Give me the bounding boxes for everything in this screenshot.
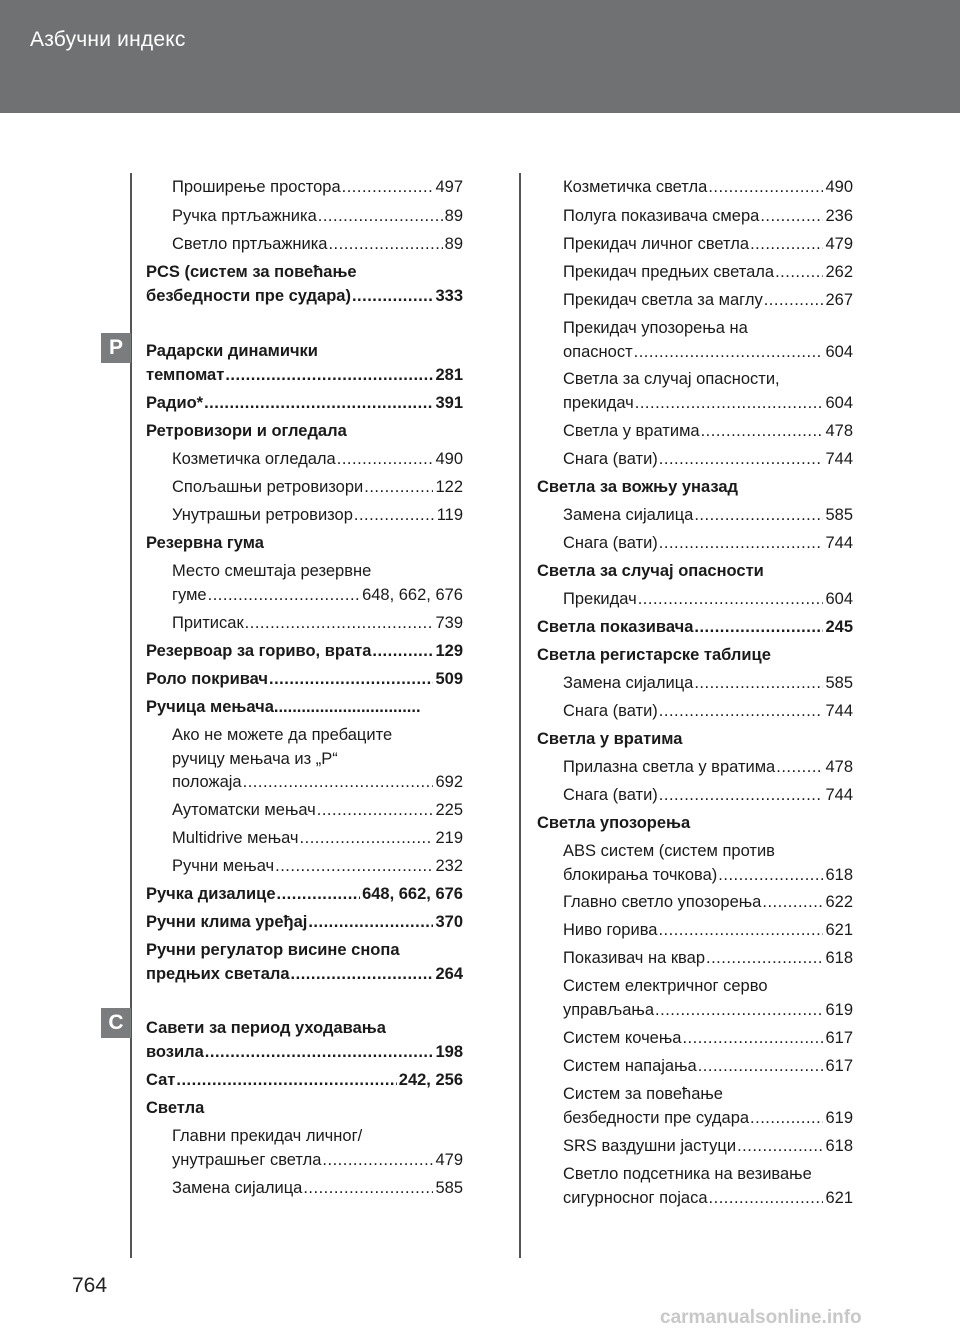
- page-number: 764: [72, 1274, 108, 1297]
- index-entry: Систем напајања ..... 617: [537, 1052, 853, 1080]
- index-entry: Замена сијалица ..... 585: [537, 669, 853, 697]
- index-entry: безбедности пре судара ..... 619: [537, 1104, 853, 1132]
- index-heading: Светла за вожњу уназад: [537, 478, 739, 496]
- index-entry: Сат ..... 242, 256: [146, 1066, 463, 1094]
- index-entry: Снага (вати) ..... 744: [537, 445, 853, 473]
- index-entry: гуме ..... 648, 662, 676: [146, 581, 463, 609]
- index-heading: Радарски динамички: [146, 342, 318, 360]
- index-entry: Козметичка светла ..... 490: [537, 173, 853, 201]
- index-entry: Прекидач светла за маглу ..... 267: [537, 286, 853, 314]
- index-entry: Светла у вратима ..... 478: [537, 417, 853, 445]
- index-entry: Главни прекидач личног/: [172, 1127, 363, 1145]
- index-heading: Ручица мењача................................: [146, 698, 421, 716]
- index-entry: Спољашњи ретровизори ..... 122: [146, 473, 463, 501]
- index-entry: Ручка пртљажника ..... 89: [146, 202, 463, 230]
- section-tab-p: P: [101, 333, 131, 363]
- index-entry: Снага (вати) ..... 744: [537, 781, 853, 809]
- index-entry: Главно светло упозорења ..... 622: [537, 888, 853, 916]
- index-entry: Ниво горива ..... 621: [537, 916, 853, 944]
- index-entry: Аутоматски мењач ..... 225: [146, 796, 463, 824]
- index-entry: Радио* ..... 391: [146, 389, 463, 417]
- index-entry: возила ..... 198: [146, 1038, 463, 1066]
- index-heading: Светла: [146, 1099, 205, 1117]
- index-entry: Замена сијалица ..... 585: [537, 501, 853, 529]
- index-entry: блокирања точкова) ..... 618: [537, 861, 853, 889]
- index-entry: Унутрашњи ретровизор ..... 119: [146, 501, 463, 529]
- index-heading: Ретровизори и огледала: [146, 422, 347, 440]
- index-entry: Светла за случај опасности,: [563, 370, 780, 388]
- index-entry: ручицу мењача из „P“: [172, 750, 338, 768]
- index-heading: Резервна гума: [146, 534, 264, 552]
- index-entry: Светла показивача ..... 245: [537, 613, 853, 641]
- index-entry: предњих светала ..... 264: [146, 960, 463, 988]
- index-entry: Систем за повећање: [563, 1085, 723, 1103]
- index-heading: Светла регистарске таблице: [537, 646, 771, 664]
- index-heading: Светла упозорења: [537, 814, 691, 832]
- index-entry: Прекидач ..... 604: [537, 585, 853, 613]
- index-entry: ABS систем (систем против: [563, 842, 775, 860]
- page-title: Азбучни индекс: [30, 28, 186, 51]
- index-entry: Светло подсетника на везивање: [563, 1165, 812, 1183]
- index-entry: Систем електричног серво: [563, 977, 768, 995]
- index-entry: Ако не можете да пребаците: [172, 726, 393, 744]
- header-bar: [0, 0, 960, 113]
- index-heading: Светла у вратима: [537, 730, 683, 748]
- index-entry: Ручка дизалице ..... 648, 662, 676: [146, 880, 463, 908]
- index-entry: Козметичка огледала ..... 490: [146, 445, 463, 473]
- section-tab-c: C: [101, 1008, 131, 1038]
- index-entry: Проширење простора ..... 497: [146, 173, 463, 201]
- index-entry: Полуга показивача смера ..... 236: [537, 202, 853, 230]
- index-entry: Светло пртљажника ..... 89: [146, 230, 463, 258]
- index-entry: управљања ..... 619: [537, 996, 853, 1024]
- index-entry: Систем кочења ..... 617: [537, 1024, 853, 1052]
- index-entry: положаја ..... 692: [146, 768, 463, 796]
- index-entry: Прилазна светла у вратима ..... 478: [537, 753, 853, 781]
- index-entry: опасност ..... 604: [537, 338, 853, 366]
- index-entry: Замена сијалица ..... 585: [146, 1174, 463, 1202]
- index-entry: безбедности пре судара) ..... 333: [146, 282, 463, 310]
- index-entry: Показивач на квар ..... 618: [537, 944, 853, 972]
- index-entry: прекидач ..... 604: [537, 389, 853, 417]
- index-entry: сигурносног појаса ..... 621: [537, 1184, 853, 1212]
- index-entry: темпомат ..... 281: [146, 361, 463, 389]
- index-entry: SRS ваздушни јастуци ..... 618: [537, 1132, 853, 1160]
- index-entry: Ручни клима уређај ..... 370: [146, 908, 463, 936]
- index-entry: Притисак ..... 739: [146, 609, 463, 637]
- index-entry: Ручни мењач ..... 232: [146, 852, 463, 880]
- index-heading: Светла за случај опасности: [537, 562, 764, 580]
- index-entry: унутрашњег светла ..... 479: [146, 1146, 463, 1174]
- index-heading: Ручни регулатор висине снопа: [146, 941, 400, 959]
- index-entry: Прекидач упозорења на: [563, 319, 748, 337]
- index-entry: Multidrive мењач ..... 219: [146, 824, 463, 852]
- index-heading: PCS (систем за повећање: [146, 263, 357, 281]
- index-entry: Снага (вати) ..... 744: [537, 697, 853, 725]
- watermark: carmanualsonline.info: [660, 1307, 862, 1328]
- index-heading: Савети за период уходавања: [146, 1019, 386, 1037]
- center-column-divider: [519, 173, 521, 1258]
- index-entry: Резервоар за гориво, врата ..... 129: [146, 637, 463, 665]
- index-entry: Место смештаја резервне: [172, 562, 372, 580]
- index-entry: Прекидач предњих светала ..... 262: [537, 258, 853, 286]
- index-entry: Прекидач личног светла ..... 479: [537, 230, 853, 258]
- index-entry: Роло покривач ..... 509: [146, 665, 463, 693]
- index-entry: Снага (вати) ..... 744: [537, 529, 853, 557]
